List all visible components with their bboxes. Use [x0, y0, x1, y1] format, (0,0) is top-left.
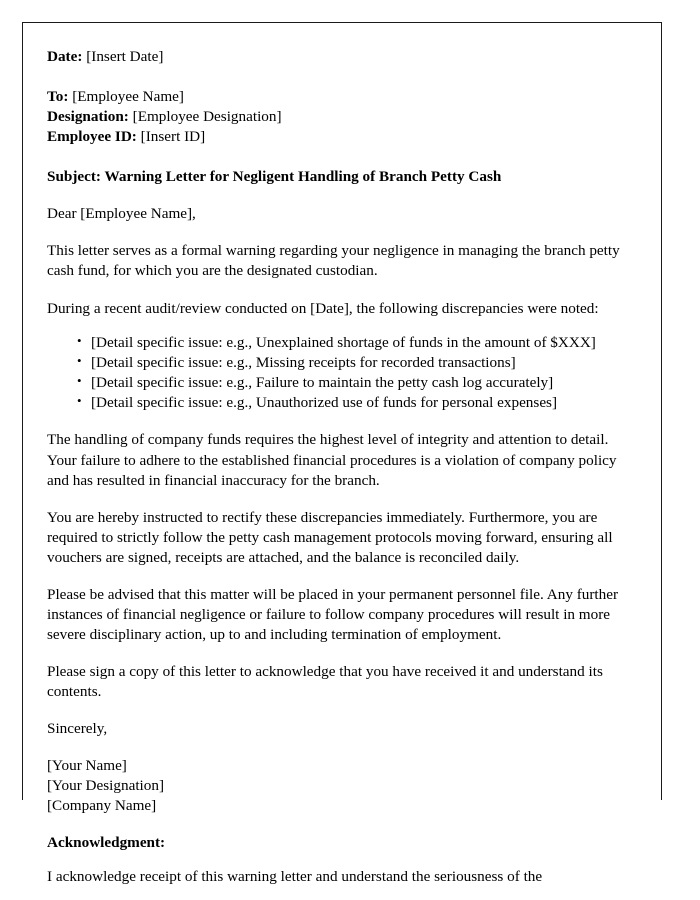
spacer [47, 702, 635, 719]
subject-line: Subject: Warning Letter for Negligent Handling of Branch Petty Cash [47, 168, 502, 186]
spacer [47, 187, 635, 204]
designation-value: [Employee Designation] [132, 108, 282, 126]
spacer [47, 645, 635, 662]
spacer [47, 147, 635, 167]
paragraph-instruction: You are hereby instructed to rectify these discrepancies immediately. Furthermore, you are required to strictly follow the petty cash management protocols moving forward, ensuring all vouchers are signed, receipts are attached, and the balance is reconciled daily. [47, 508, 613, 566]
list-item: • [Detail specific issue: e.g., Failure to maintain the petty cash log accurately] [91, 373, 635, 393]
spacer [47, 319, 635, 333]
recipient-field [47, 87, 635, 107]
spacer [47, 491, 635, 508]
date-field [47, 47, 635, 67]
recipient-value: [Employee Name] [72, 88, 184, 106]
employee-id-field [47, 127, 635, 147]
sign-off: Sincerely, [47, 720, 108, 738]
recipient-label: To: [47, 88, 69, 106]
employee-id-label: Employee ID: [47, 128, 137, 146]
spacer [47, 413, 635, 430]
designation-label: Designation: [47, 108, 129, 126]
paragraph-integrity: The handling of company funds requires the highest level of integrity and attention to detail. Your failure to adhere to the established financial procedures is a violation of company policy and has resulted in financial inaccuracy for the branch. [47, 431, 617, 489]
list-item: • [Detail specific issue: e.g., Unexplained shortage of funds in the amount of $XXX] [91, 333, 635, 353]
paragraph-consequences: Please be advised that this matter will be placed in your permanent personnel file. Any further instances of financial negligence or failure to follow company procedures will result in more severe disciplinary action, up to and including termination of employment. [47, 585, 619, 643]
paragraph-audit: During a recent audit/review conducted on [Date], the following discrepancies were noted: [47, 299, 599, 317]
employee-id-value: [Insert ID] [140, 128, 206, 146]
discrepancy-list [47, 333, 635, 414]
spacer [47, 568, 635, 585]
list-item: • [Detail specific issue: e.g., Unauthorized use of funds for personal expenses] [91, 393, 635, 413]
acknowledgment-text: I acknowledge receipt of this warning letter and understand the seriousness of the [47, 868, 543, 886]
spacer [47, 739, 635, 756]
letter-page [22, 22, 662, 886]
signature-company: [Company Name] [47, 797, 157, 815]
letter-content [23, 23, 661, 886]
signature-name: [Your Name] [47, 757, 127, 775]
spacer [47, 282, 635, 299]
salutation: Dear [Employee Name], [47, 205, 196, 223]
designation-field [47, 107, 635, 127]
date-value: [Insert Date] [86, 48, 164, 65]
spacer [47, 67, 635, 87]
spacer [47, 224, 635, 241]
paragraph-intro: This letter serves as a formal warning regarding your negligence in managing the branch petty cash fund, for which you are the designated custodian. [47, 242, 620, 280]
acknowledgment-text-clipped [47, 867, 635, 886]
date-label: Date: [47, 48, 83, 65]
spacer [47, 816, 635, 833]
acknowledgment-heading: Acknowledgment: [47, 834, 166, 852]
signature-designation: [Your Designation] [47, 777, 164, 795]
list-item: • [Detail specific issue: e.g., Missing receipts for recorded transactions] [91, 353, 635, 373]
paragraph-signature-request: Please sign a copy of this letter to acknowledge that you have received it and understand its contents. [47, 663, 603, 701]
